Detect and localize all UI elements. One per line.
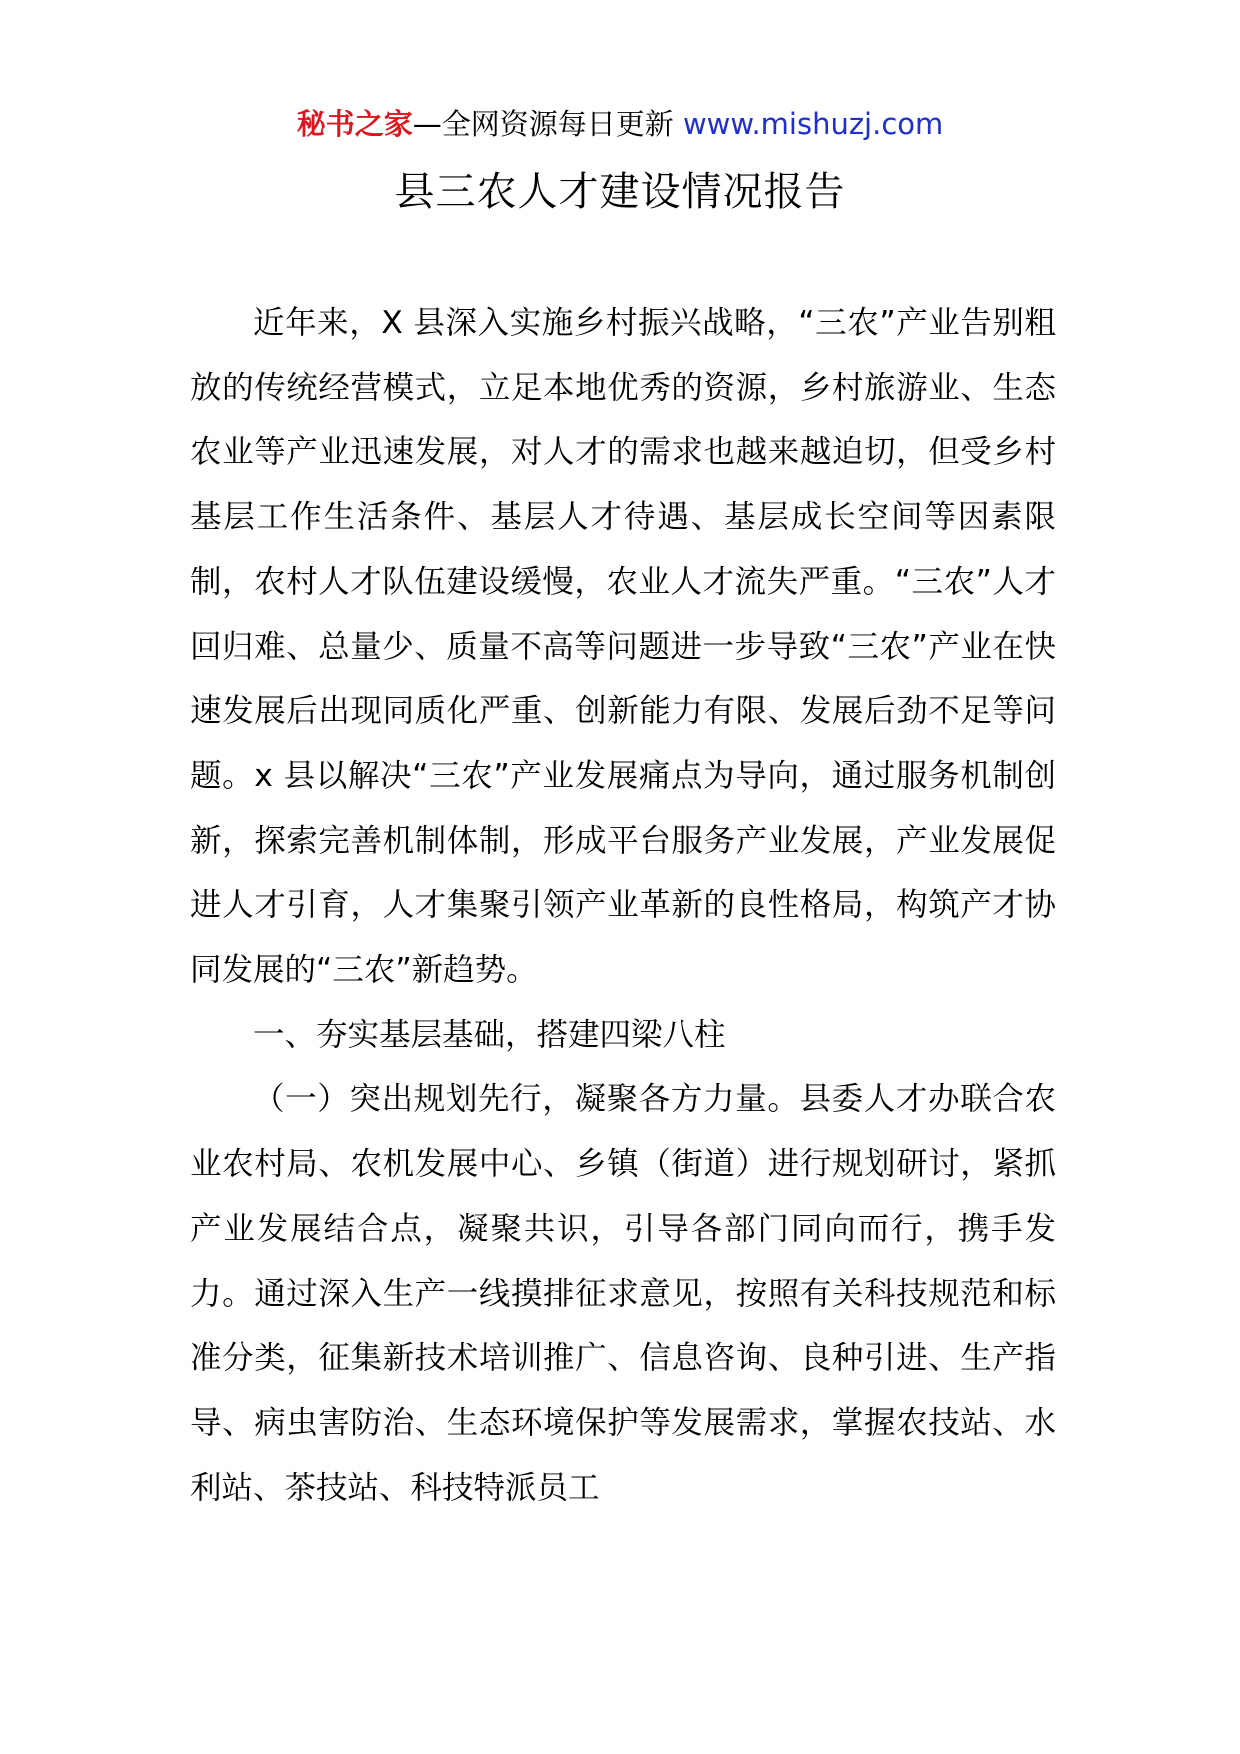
site-banner	[0, 104, 1240, 144]
document-body	[190, 291, 1056, 1520]
section-heading: 一、夯实基层基础，搭建四梁八柱	[253, 1016, 726, 1053]
document-title: 县三农人才建设情况报告	[394, 169, 846, 215]
intro-paragraph: 近年来，X 县深入实施乡村振兴战略，“三农”产业告别粗放的传统经营模式，立足本地优秀的资源，乡村旅游业、生态农业等产业迅速发展，对人才的需求也越来越迫切，但受乡村基层工作生活条件、基层人才待遇、基层成长空间等因素限制，农村人才队伍建设缓慢，农业人才流失严重。“三农”人才回归难、总量少、质量不高等问题进一步导致“三农”产业在快速发展后出现同质化严重、创新能力有限、发展后劲不足等问题。x 县以解决“三农”产业发展痛点为导向，通过服务机制创新，探索完善机制体制，形成平台服务产业发展，产业发展促进人才引育，人才集聚引领产业革新的良性格局，构筑产才协同发展的“三农”新趋势。	[190, 305, 1056, 989]
site-brand-name: 秘书之家	[296, 107, 413, 141]
site-slogan: —全网资源每日更新	[412, 107, 683, 141]
site-url-link[interactable]: www.mishuzj.com	[682, 107, 944, 141]
subsection-paragraph: （一）突出规划先行，凝聚各方力量。县委人才办联合农业农村局、农机发展中心、乡镇（街道）进行规划研讨，紧抓产业发展结合点，凝聚共识，引导各部门同向而行，携手发力。通过深入生产一线摸排征求意见，按照有关科技规范和标准分类，征集新技术培训推广、信息咨询、良种引进、生产指导、病虫害防治、生态环境保护等发展需求，掌握农技站、水利站、茶技站、科技特派员工	[190, 1081, 1056, 1506]
